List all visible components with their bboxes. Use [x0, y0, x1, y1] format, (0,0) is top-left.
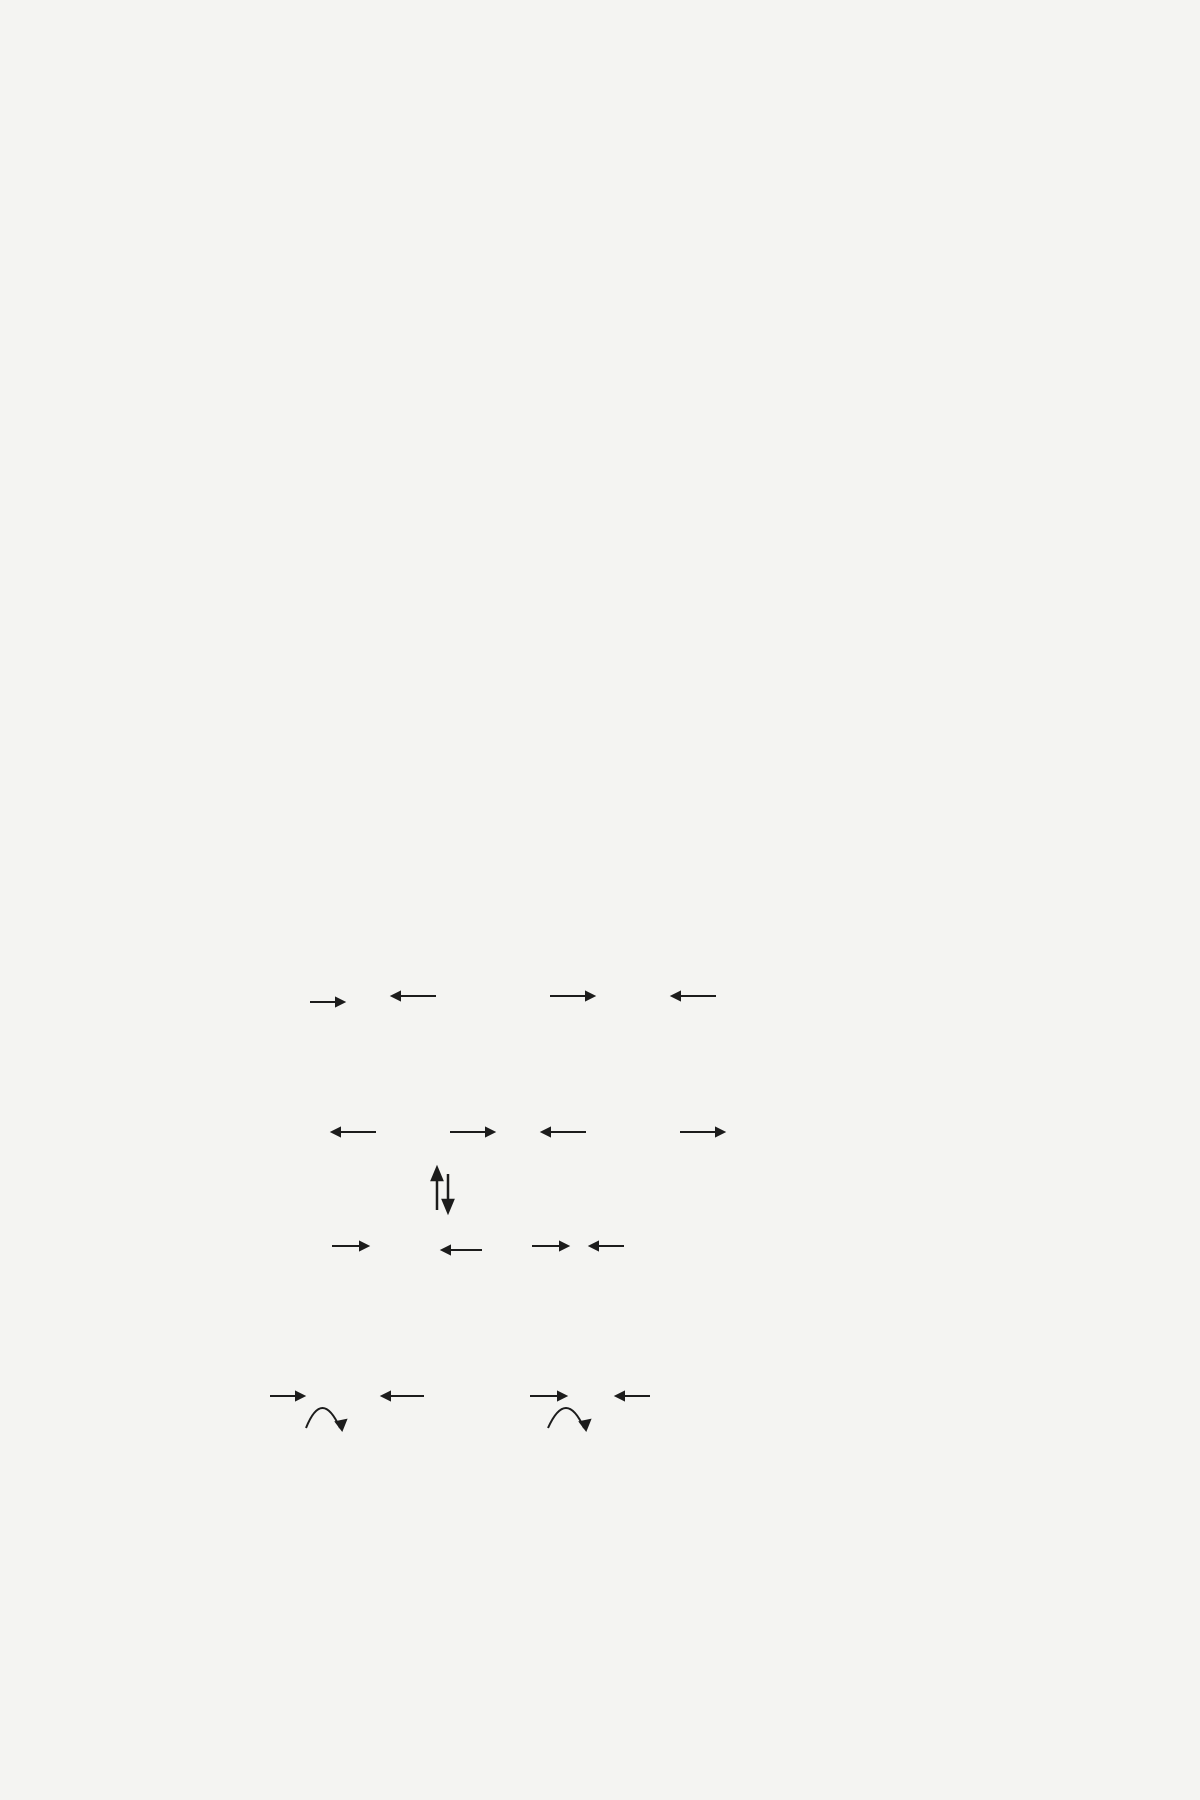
equilibrium-arrows [432, 1168, 453, 1212]
flow-arrows-top [310, 992, 724, 1136]
figure-caption [233, 1464, 1068, 1504]
flow-arrows-bottom [270, 1242, 650, 1430]
membrane-model-figure [210, 988, 1070, 1448]
